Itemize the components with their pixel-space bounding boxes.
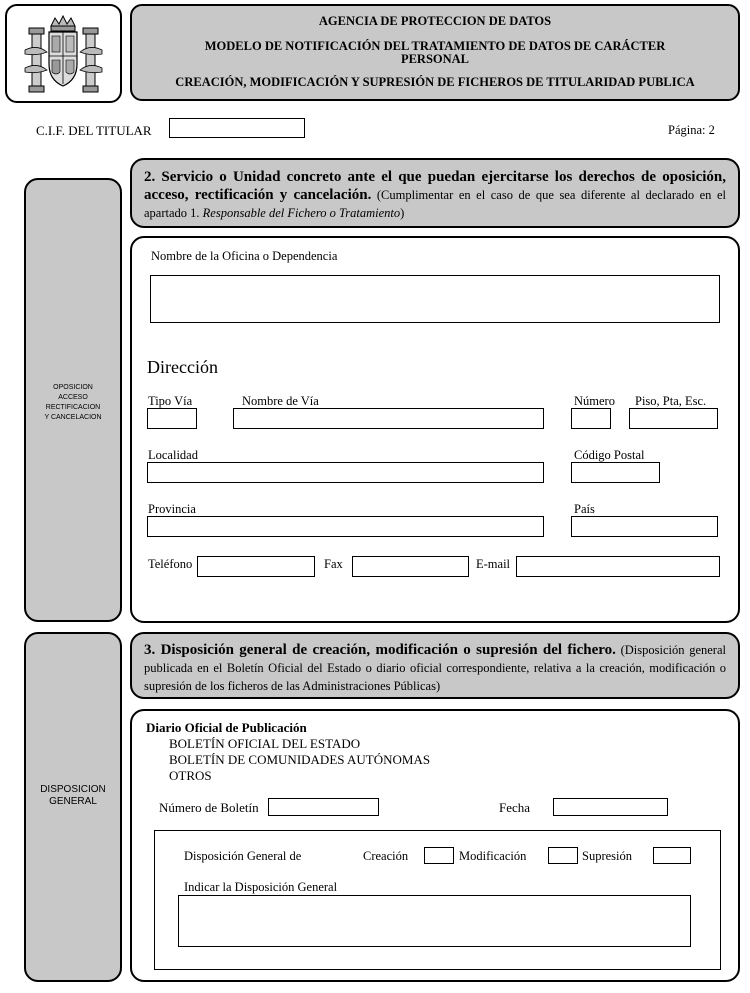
section2-side-tab (24, 178, 122, 622)
numero-boletin-label: Número de Boletín (159, 800, 259, 815)
header-banner (130, 4, 740, 101)
section3-title-box (130, 632, 740, 699)
piso-label: Piso, Pta, Esc. (635, 394, 707, 408)
nombre-via-input[interactable] (233, 408, 544, 429)
pais-input[interactable] (571, 516, 718, 537)
localidad-input[interactable] (147, 462, 544, 483)
email-label: E-mail (476, 557, 511, 571)
telefono-label: Teléfono (148, 557, 193, 571)
pais-label: País (574, 502, 595, 516)
coat-of-arms-box (5, 4, 122, 103)
address-heading: Dirección (147, 357, 218, 377)
tipo-via-label: Tipo Vía (148, 394, 193, 408)
tipo-via-input[interactable] (147, 408, 197, 429)
diario-option-bca[interactable]: BOLETÍN DE COMUNIDADES AUTÓNOMAS (169, 752, 431, 767)
model-title: MODELO DE NOTIFICACIÓN DEL TRATAMIENTO DE DATOS DE CARÁCTER PERSONAL (204, 39, 666, 66)
creacion-checkbox[interactable] (424, 847, 454, 864)
telefono-input[interactable] (197, 556, 315, 577)
section2-title: 2. Servicio o Unidad concreto ante el que puedan ejercitarse los derechos de oposición, acceso, rectificación y cancelación. (Cumplimentar en el caso de que sea diferente al declarado en el apartado 1. Responsable del Fichero o Tratamiento) (144, 169, 726, 220)
section2-title-box (130, 158, 740, 228)
cif-input[interactable] (169, 118, 305, 138)
header-subtitle: CREACIÓN, MODIFICACIÓN Y SUPRESIÓN DE FICHEROS DE TITULARIDAD PUBLICA (175, 75, 695, 89)
indicar-input[interactable] (178, 895, 691, 947)
codigo-postal-label: Código Postal (574, 448, 645, 462)
section3-title: 3. Disposición general de creación, modificación o supresión del fichero. (Disposición general publicada en el Boletín Oficial del Estado o diario oficial correspondiente, relativa a la creación, modificación o supresión de los ficheros de las Administraciones Públicas) (144, 642, 726, 693)
supresion-label: Supresión (582, 849, 632, 863)
agency-name: AGENCIA DE PROTECCION DE DATOS (318, 14, 552, 28)
section3-side-tab (24, 632, 122, 982)
coat-of-arms-icon (7, 6, 120, 101)
fecha-label: Fecha (499, 800, 531, 815)
fax-label: Fax (324, 557, 343, 571)
numero-label: Número (574, 394, 615, 408)
piso-input[interactable] (629, 408, 718, 429)
modificacion-checkbox[interactable] (548, 847, 578, 864)
email-input[interactable] (516, 556, 720, 577)
diario-option-otros[interactable]: OTROS (169, 768, 212, 783)
page-number: Página: 2 (668, 123, 715, 137)
numero-boletin-input[interactable] (268, 798, 379, 816)
fecha-input[interactable] (553, 798, 668, 816)
localidad-label: Localidad (148, 448, 198, 462)
provincia-label: Provincia (148, 502, 196, 516)
section2-side-label: OPOSICION ACCESO RECTIFICACION Y CANCELACION (44, 384, 102, 421)
diario-label: Diario Oficial de Publicación (146, 720, 307, 735)
provincia-input[interactable] (147, 516, 544, 537)
codigo-postal-input[interactable] (571, 462, 660, 483)
section3-side-label: DISPOSICION GENERAL (40, 784, 106, 807)
indicar-label: Indicar la Disposición General (184, 880, 338, 894)
office-label: Nombre de la Oficina o Dependencia (151, 249, 338, 263)
creacion-label: Creación (363, 849, 409, 863)
diario-option-boe[interactable]: BOLETÍN OFICIAL DEL ESTADO (169, 736, 361, 751)
cif-label: C.I.F. DEL TITULAR (36, 123, 152, 138)
supresion-checkbox[interactable] (653, 847, 691, 864)
nombre-via-label: Nombre de Vía (242, 394, 319, 408)
numero-input[interactable] (571, 408, 611, 429)
modificacion-label: Modificación (459, 849, 527, 863)
fax-input[interactable] (352, 556, 469, 577)
disposicion-label: Disposición General de (184, 849, 302, 863)
office-input[interactable] (150, 275, 720, 323)
